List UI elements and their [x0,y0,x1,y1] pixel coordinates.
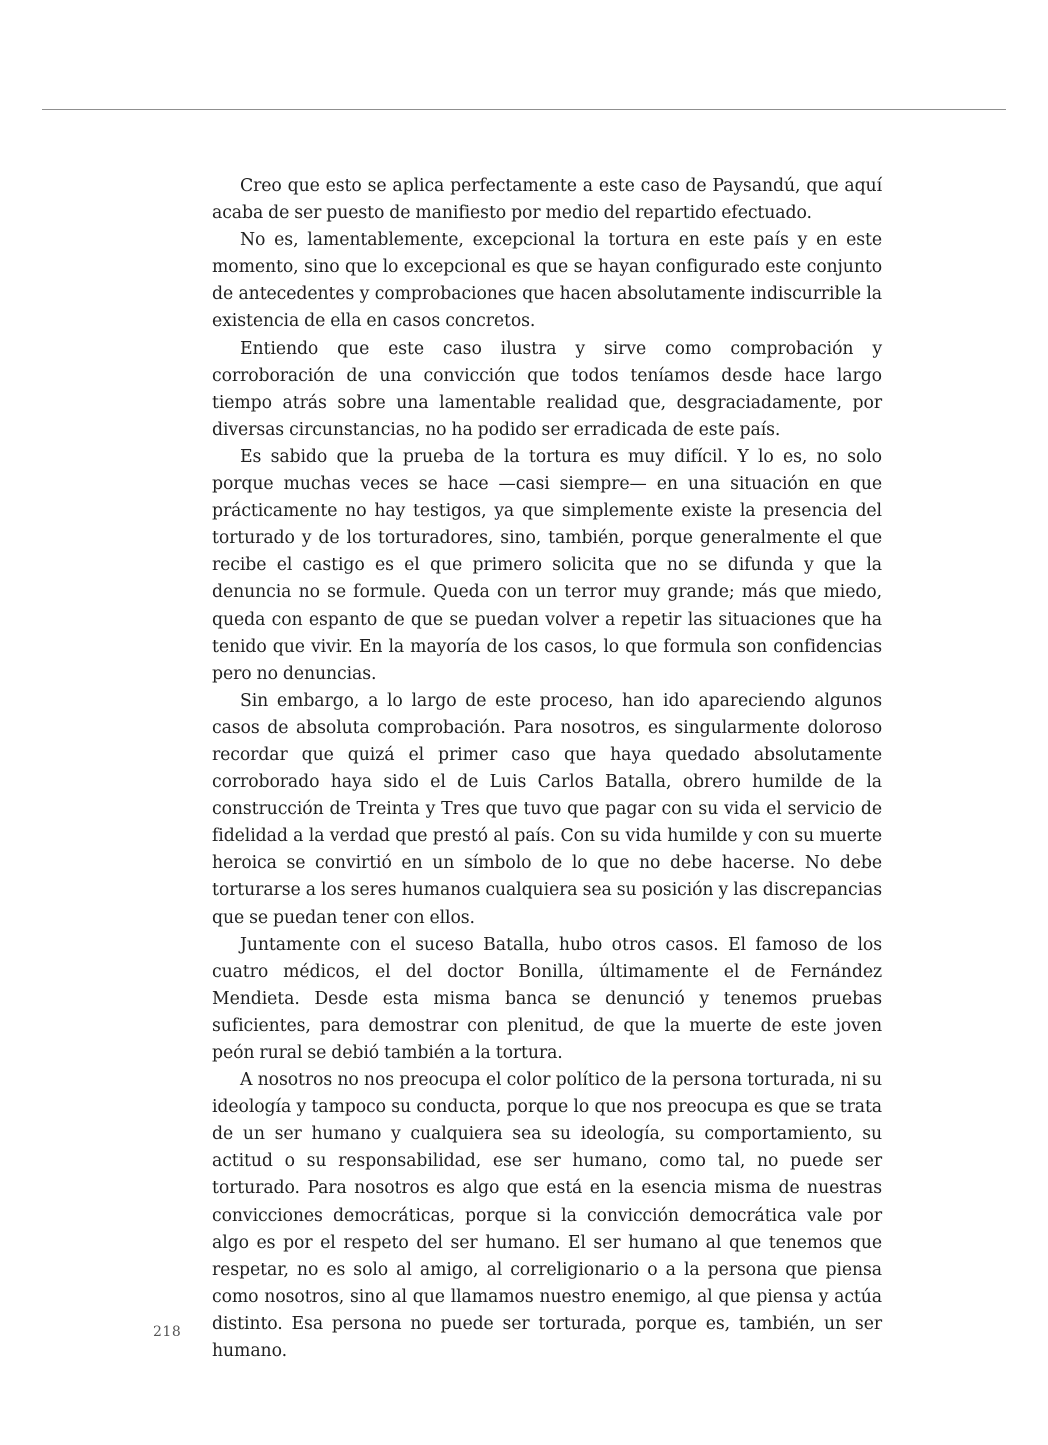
paragraph: No es, lamentablemente, excepcional la tortura en este país y en este momento, sino que lo excepcional es que se hayan configurado este conjunto de antecedentes y comprobaciones que hacen absolutamente indiscurrible la existencia de ella en casos concretos. [212,230,882,332]
page-number: 218 [153,1324,182,1340]
paragraph: Entiendo que este caso ilustra y sirve como comprobación y corroboración de una convicción que todos teníamos desde hace largo tiempo atrás sobre una lamentable realidad que, desgraciadamente, por diversas circunstancias, no ha podido ser erradicada de este país. [212,338,882,440]
paragraph: Es sabido que la prueba de la tortura es muy difícil. Y lo es, no solo porque muchas veces se hace —casi siempre— en una situación en que prácticamente no hay testigos, ya que simplemente existe la presencia del torturado y de los torturadores, sino, también, porque generalmente el que recibe el castigo es el que primero solicita que no se difunda y que la denuncia no se formule. Queda con un terror muy grande; más que miedo, queda con espanto de que se puedan volver a repetir las situaciones que ha tenido que vivir. En la mayoría de los casos, lo que formula son confidencias pero no denuncias. [212,446,882,684]
header-rule [42,109,1006,110]
paragraph: Sin embargo, a lo largo de este proceso, han ido apareciendo algunos casos de absoluta comprobación. Para nosotros, es singularmente doloroso recordar que quizá el primer caso que haya quedado absolutamente corroborado haya sido el de Luis Carlos Batalla, obrero humilde de la construcción de Treinta y Tres que tuvo que pagar con su vida el servicio de fidelidad a la verdad que prestó al país. Con su vida humilde y con su muerte heroica se convirtió en un símbolo de lo que no debe hacerse. No debe torturarse a los seres humanos cualquiera sea su posición y las discrepancias que se puedan tener con ellos. [212,690,882,928]
paragraph: A nosotros no nos preocupa el color político de la persona torturada, ni su ideología y tampoco su conducta, porque lo que nos preocupa es que se trata de un ser humano y cualquiera sea su ideología, su comportamiento, su actitud o su responsabilidad, ese ser humano, como tal, no puede ser torturado. Para nosotros es algo que está en la esencia misma de nuestras convicciones democráticas, porque si la convicción democrática vale por algo es por el respeto del ser humano. El ser humano al que tenemos que respetar, no es solo al amigo, al correligionario o a la persona que piensa como nosotros, sino al que llamamos nuestro enemigo, al que piensa y actúa distinto. Esa persona no puede ser torturada, porque es, también, un ser humano. [212,1070,882,1362]
paragraph: Juntamente con el suceso Batalla, hubo otros casos. El famoso de los cuatro médicos, el del doctor Bonilla, últimamente el de Fernández Mendieta. Desde esta misma banca se denunció y tenemos pruebas suficientes, para demostrar con plenitud, de que la muerte de este joven peón rural se debió también a la tortura. [212,934,882,1063]
paragraph: Creo que esto se aplica perfectamente a este caso de Paysandú, que aquí acaba de ser puesto de manifiesto por medio del repartido efectuado. [212,176,882,224]
body-text [212,173,882,1365]
